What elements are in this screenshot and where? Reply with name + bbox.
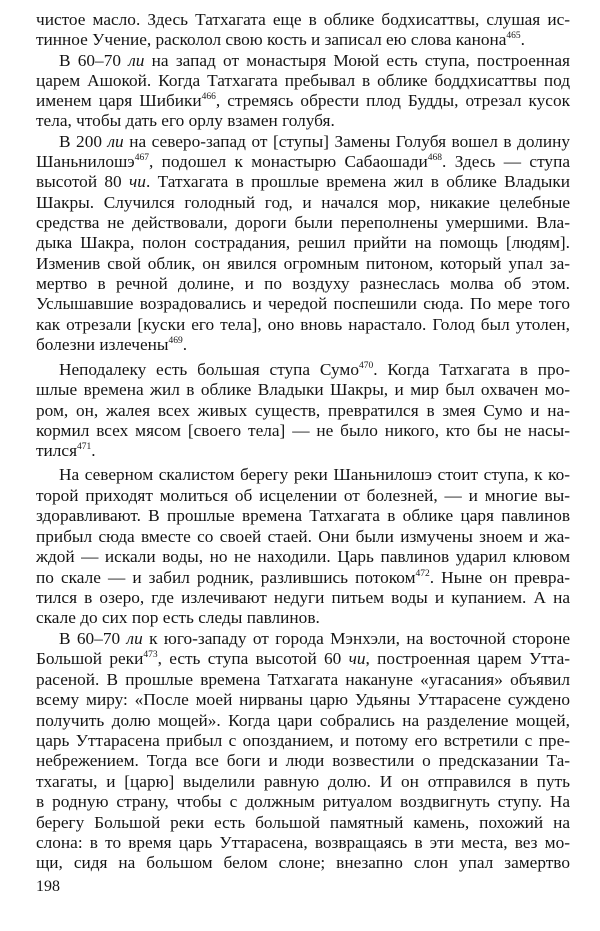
text-line: небрежением. Тогда все боги и люди возвестили о предсказании Та- bbox=[36, 751, 570, 770]
text-line: получить долю мощей». Когда цари собрались на разделение мощей, bbox=[36, 711, 570, 730]
text-line: мертво в речной долине, и по воздуху разнеслась молва об этом. bbox=[36, 274, 570, 293]
footnote-ref: 473 bbox=[143, 650, 158, 660]
text-line: расеной. В прошлые времена Татхагата накануне «угасания» объявил bbox=[36, 670, 570, 689]
text-line: царем Ашокой. Когда Татхагата пребывал в облике боддхисаттвы под bbox=[36, 71, 570, 90]
text-line: Большой реки$^{473}$, есть ступа высотой 60 чи, построенная царем Утта- bbox=[36, 649, 571, 668]
footnote-ref: 467 bbox=[134, 153, 149, 163]
text-line: Неподалеку есть большая ступа Сумо$^{470}$. Когда Татхагата в про- bbox=[59, 360, 570, 379]
text-line: всему миру: «После моей нирваны царю Удьяны Уттарасене суждено bbox=[36, 690, 570, 709]
text-line: высотой 80 чи. Татхагата в прошлые времена жил в облике Владыки bbox=[36, 172, 570, 191]
footnote-ref: 470 bbox=[358, 361, 374, 371]
text-line: именем царя Шибики$^{466}$, стремясь обрести плод Будды, отрезал кусок bbox=[36, 91, 571, 110]
text-line: Услышавшие возрадовались и чередой поспешили сюда. По мере того bbox=[36, 294, 570, 313]
text-line: тился в озеро, где излечивают недуги питьем воды и купанием. А на bbox=[36, 588, 570, 607]
text-line: тинное Учение, расколол свою кость и записал ею слова канона$^{465}$. bbox=[36, 30, 525, 49]
text-line: Шакры. Случился голодный год, и начался мор, никакие целебные bbox=[36, 193, 570, 212]
footnote-ref: 465 bbox=[506, 31, 521, 41]
text-line: торой приходят молиться об исцелении от болезней, — и многие вы- bbox=[36, 486, 570, 505]
text-line: В 60–70 ли на запад от монастыря Моюй есть ступа, построенная bbox=[59, 51, 571, 70]
text-line: болезни излечены$^{469}$. bbox=[36, 335, 188, 354]
text-line: На северном скалистом берегу реки Шаньнилошэ стоит ступа, к ко- bbox=[59, 465, 570, 484]
text-line: берегу Большой реки есть большой памятный камень, похожий на bbox=[36, 813, 570, 832]
footnote-ref: 471 bbox=[77, 442, 92, 452]
text-line: тхагаты, и [царю] выделили равную долю. И он отправился в путь bbox=[36, 772, 570, 791]
text-line: чистое масло. Здесь Татхагата еще в облике бодхисаттвы, слушая ис- bbox=[36, 10, 570, 29]
text-line: В 60–70 ли к юго-западу от города Мэнхэли, на восточной стороне bbox=[59, 629, 570, 648]
text-line: тела, чтобы дать его орлу взамен голубя. bbox=[36, 111, 335, 130]
footnote-ref: 469 bbox=[168, 336, 183, 346]
footnote-ref: 472 bbox=[415, 569, 430, 579]
text-line: средства не действовали, дороги были переполнены умершими. Вла- bbox=[36, 213, 570, 232]
page-number: 198 bbox=[36, 878, 60, 895]
text-line: в родную страну, чтобы с должным ритуалом воздвигнуть ступу. На bbox=[36, 792, 570, 811]
text-line: щи, сидя на большом белом слоне; внезапно слон упал замертво bbox=[36, 853, 570, 872]
footnote-ref: 466 bbox=[201, 92, 216, 102]
text-line: по скале — и забил родник, разлившись потоком$^{472}$. Ныне он превра- bbox=[36, 568, 571, 587]
text-line: Изменив свой облик, он явился огромным питоном, который упал за- bbox=[36, 254, 570, 273]
text-line: В 200 ли на северо-запад от [ступы] Замены Голубя вошел в долину bbox=[59, 132, 571, 151]
footnote-ref: 468 bbox=[427, 153, 443, 163]
text-line: скале до сих пор есть следы павлинов. bbox=[36, 608, 320, 627]
text-line: как отрезали [куски его тела], оно вновь нарастало. Голод был утолен, bbox=[36, 315, 570, 334]
text-line: царь Уттарасена прибыл с опозданием, и потому его встретили с пре- bbox=[36, 731, 570, 750]
text-line: кормил всех мясом [своего тела] — не было никого, кто бы не насы- bbox=[36, 421, 570, 440]
text-line: ром, он, жалея всех живых существ, превратился в змея Сумо и на- bbox=[36, 401, 570, 420]
text-line: слона: в то время царь Уттарасена, возвращаясь в эти места, вез мо- bbox=[36, 833, 570, 852]
text-line: тился$^{471}$. bbox=[36, 441, 96, 460]
text-line: ждой — искали воды, но не находили. Царь павлинов ударил клювом bbox=[36, 547, 570, 566]
text-line: шлые времена жил в облике Владыки Шакры, и мир был охвачен мо- bbox=[36, 380, 570, 399]
text-line: прибыл сюда вместе со своей стаей. Они были измучены зноем и жа- bbox=[36, 527, 570, 546]
text-line: здоравливают. В прошлые времена Татхагата в облике царя павлинов bbox=[36, 506, 570, 525]
text-line: Шаньнилошэ$^{467}$, подошел к монастырю Сабаошади$^{468}$. Здесь — ступа bbox=[36, 152, 570, 171]
text-line: дыка Шакра, полон сострадания, решил прийти на помощь [людям]. bbox=[36, 233, 570, 252]
